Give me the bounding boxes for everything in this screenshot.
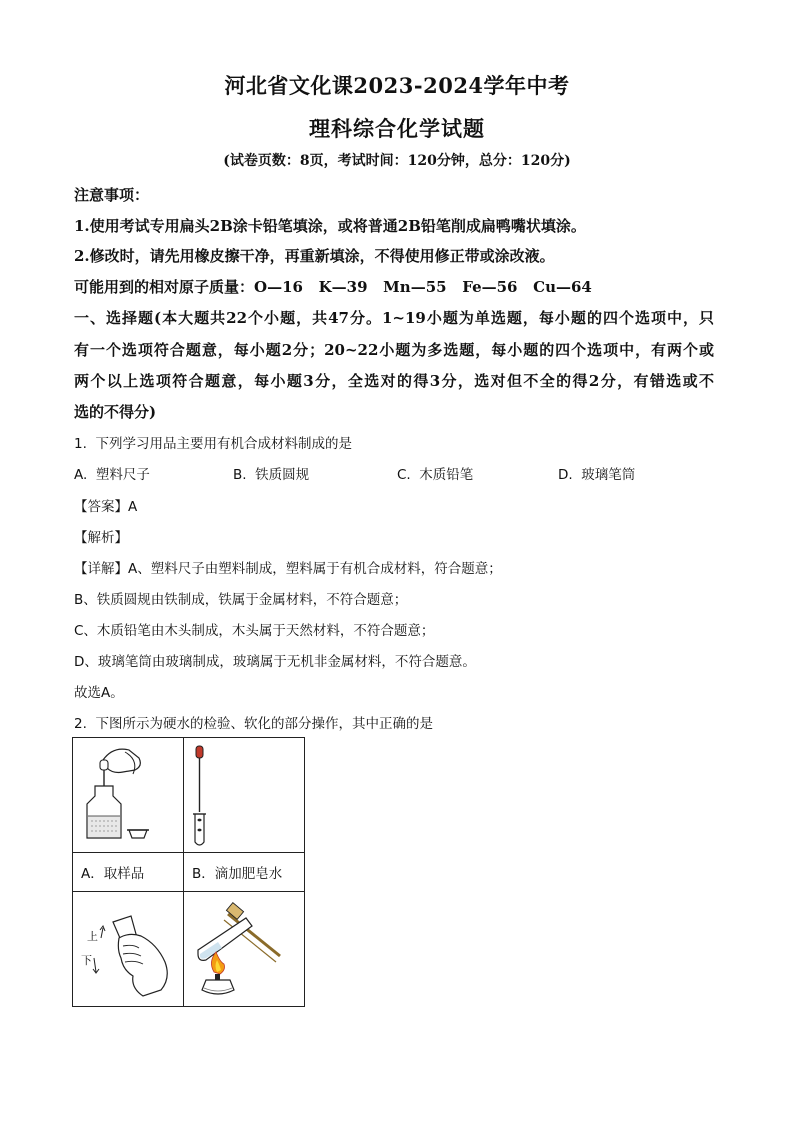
dropping-soap-water-illustration [184,738,304,852]
question-1-stem: 1. 下列学习用品主要用有机合成材料制成的是 [74,436,352,452]
q1-option-c: C. 木质铅笔 [397,467,474,483]
exam-title-line2: 理科综合化学试题 [309,116,485,141]
q1-option-a: A. 塑料尺子 [74,467,150,483]
section-instructions-line4: 选的不得分) [74,403,157,421]
down-label: 下 [81,954,92,967]
fig-a-caption: A．取样品 [73,853,184,892]
q1-option-b: B. 铁质圆规 [233,467,310,483]
section-instructions-line1: 一、选择题(本大题共22个小题，共47分。1~19小题为单选题，每小题的四个选项中，只 [74,309,714,327]
q2-figure-table [72,737,305,1007]
q1-detail-line1: 【详解】A、塑料尺子由塑料制成，塑料属于有机合成材料，符合题意； [74,561,502,577]
shaking-test-tube-illustration [73,892,183,1006]
q1-answer: 【答案】A [74,499,138,515]
q1-analysis-label: 【解析】 [74,530,128,546]
atomic-mass-line: 可能用到的相对原子质量：O—16 K—39 Mn—55 Fe—56 Cu—64 [74,278,592,296]
question-2-stem: 2. 下图所示为硬水的检验、软化的部分操作，其中正确的是 [74,716,433,732]
q1-detail-line4: D、玻璃笔筒由玻璃制成，玻璃属于无机非金属材料，不符合题意。 [74,654,476,670]
fig-c-cell [73,892,184,1007]
heating-test-tube-illustration [184,892,304,1006]
notice-item-2: 2.修改时，请先用橡皮擦干净，再重新填涂，不得使用修正带或涂改液。 [74,247,555,265]
q1-detail-line3: C、木质铅笔由木头制成，木头属于天然材料，不符合题意； [74,623,435,639]
fig-b-cell [184,738,305,853]
pouring-sample-illustration [73,738,183,852]
section-instructions-line2: 有一个选项符合题意，每小题2分；20~22小题为多选题，每小题的四个选项中，有两个或 [74,341,714,359]
fig-a-cell [73,738,184,853]
fig-d-cell [184,892,305,1007]
fig-b-caption: B．滴加肥皂水 [184,853,305,892]
exam-info: (试卷页数：8页，考试时间：120分钟，总分：120分) [223,153,571,169]
section-instructions-line3: 两个以上选项符合题意，每小题3分，全选对的得3分，选对但不全的得2分，有错选或不 [74,372,714,390]
exam-title-line1: 河北省文化课2023-2024学年中考 [224,73,570,98]
q1-conclusion: 故选A。 [74,685,124,701]
notice-item-1: 1.使用考试专用扁头2B涂卡铅笔填涂，或将普通2B铅笔削成扁鸭嘴状填涂。 [74,217,586,235]
up-label: 上 [87,930,98,943]
notice-heading: 注意事项： [74,186,150,204]
q1-detail-line2: B、铁质圆规由铁制成，铁属于金属材料，不符合题意； [74,592,408,608]
q1-option-d: D. 玻璃笔筒 [558,467,636,483]
